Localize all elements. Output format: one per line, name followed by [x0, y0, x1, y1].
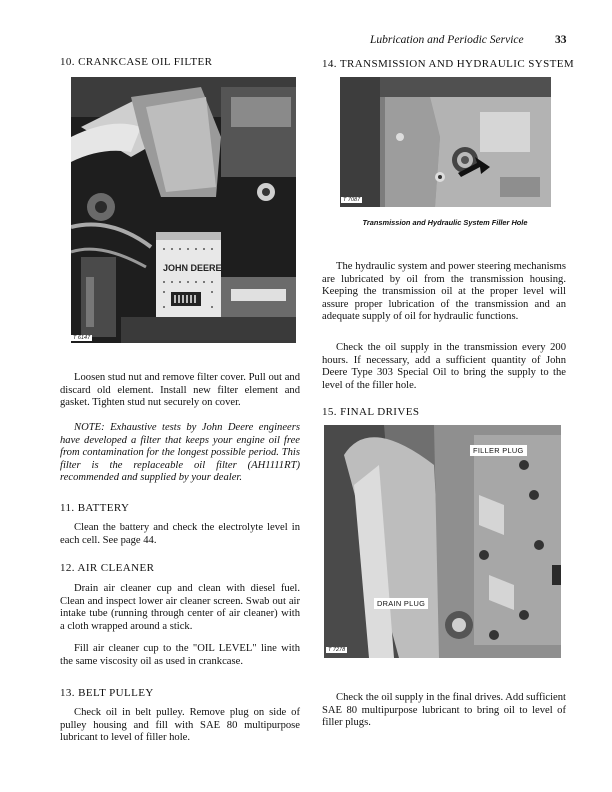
- battery-instructions: Clean the battery and check the electrolyte level in each cell. See page 44.: [60, 522, 300, 546]
- filler-plug-label: FILLER PLUG: [470, 445, 527, 456]
- section-heading-crankcase-oil-filter: 10. CRANKCASE OIL FILTER: [60, 56, 213, 68]
- crankcase-filter-note: NOTE: Exhaustive tests by John Deere engineers have developed a filter that keeps your engine oil free from contamination for the longest possible period. This filter is the replaceable oil filter (AH1111RT) recommended and supplied by your dealer.: [60, 422, 300, 484]
- transmission-photo-caption: Transmission and Hydraulic System Filler Hole: [362, 218, 528, 227]
- final-drives-instructions: Check the oil supply in the final drives. Add sufficient SAE 80 multipurpose lubricant to bring oil to level of filler plugs.: [322, 692, 566, 729]
- photo-code: T 7087: [343, 197, 361, 203]
- transmission-oil-check: Check the oil supply in the transmission every 200 hours. If necessary, add a sufficient quantity of John Deere Type 303 Special Oil to bring the supply to the level of the filler hole.: [322, 342, 566, 391]
- air-cleaner-instructions: Drain air cleaner cup and clean with diesel fuel. Clean and inspect lower air cleaner screen. Swab out air intake tube (running through center of air cleaner) with a cloth wrapped around a stick.: [60, 583, 300, 632]
- section-heading-transmission-hydraulic: 14. TRANSMISSION AND HYDRAULIC SYSTEM: [322, 58, 575, 70]
- crankcase-oil-filter-photo: [71, 77, 296, 343]
- photo-code: T 7278: [328, 647, 346, 653]
- section-heading-final-drives: 15. FINAL DRIVES: [322, 406, 420, 418]
- running-title: Lubrication and Periodic Service: [370, 34, 524, 46]
- hydraulic-system-description: The hydraulic system and power steering mechanisms are lubricated by oil from the transmission housing. Keeping the transmission oil at the proper level will assure proper lubrication of the transmission and an adequate supply of oil for hydraulic functions.: [322, 261, 566, 323]
- transmission-filler-hole-photo: [340, 77, 551, 207]
- section-heading-air-cleaner: 12. AIR CLEANER: [60, 562, 155, 574]
- section-heading-battery: 11. BATTERY: [60, 502, 130, 514]
- belt-pulley-instructions: Check oil in belt pulley. Remove plug on side of pulley housing and fill with SAE 80 multipurpose lubricant to level of filler hole.: [60, 707, 300, 744]
- drain-plug-label: DRAIN PLUG: [374, 598, 428, 609]
- final-drives-photo: [324, 425, 561, 658]
- page-number: 33: [555, 34, 567, 46]
- running-header: [370, 34, 524, 46]
- crankcase-filter-instructions: Loosen stud nut and remove filter cover. Pull out and discard old element. Install new filter element and gasket. Tighten stud nut securely on cover.: [60, 372, 300, 409]
- photo-code: T 6147: [73, 335, 91, 341]
- air-cleaner-fill-instructions: Fill air cleaner cup to the "OIL LEVEL" line with the same viscosity oil as used in crankcase.: [60, 643, 300, 667]
- filter-brand-label: JOHN DEERE: [163, 263, 222, 273]
- section-heading-belt-pulley: 13. BELT PULLEY: [60, 687, 154, 699]
